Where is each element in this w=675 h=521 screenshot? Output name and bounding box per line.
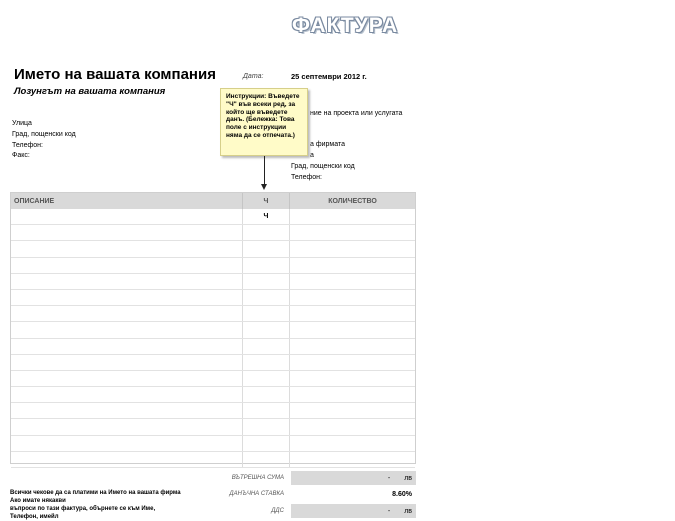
quantity-cell[interactable] [290, 387, 415, 402]
header-description: ОПИСАНИЕ [11, 193, 243, 209]
quantity-cell[interactable] [290, 419, 415, 434]
invoice-title: ФАКТУРА [292, 14, 399, 37]
quantity-cell[interactable] [290, 355, 415, 370]
arrow-down-icon [261, 184, 267, 190]
invoice-table [10, 192, 416, 464]
hours-cell[interactable] [243, 339, 290, 354]
table-row [11, 419, 415, 435]
quantity-cell[interactable] [290, 306, 415, 321]
subtotal-field[interactable] [291, 471, 416, 485]
table-row [11, 355, 415, 371]
company-slogan[interactable]: Лозунгът на вашата компания [14, 86, 166, 97]
table-body [11, 209, 415, 468]
table-row [11, 241, 415, 257]
quantity-cell[interactable] [290, 322, 415, 337]
hours-cell[interactable] [243, 436, 290, 451]
hours-cell[interactable] [243, 371, 290, 386]
subtotal-label: ВЪТРЕШНА СУМА [231, 475, 284, 481]
table-row [11, 274, 415, 290]
company-phone[interactable]: Телефон: [12, 142, 43, 149]
header-hours: Ч [243, 193, 290, 209]
table-row [11, 452, 415, 468]
tax-label: ДДС [271, 508, 284, 514]
description-cell[interactable] [11, 225, 243, 240]
description-cell[interactable] [11, 241, 243, 256]
table-row [11, 339, 415, 355]
client-project[interactable]: ние на проекта или услугата [310, 110, 403, 117]
quantity-cell[interactable] [290, 371, 415, 386]
company-name[interactable]: Името на вашата компания [14, 66, 216, 83]
table-header [11, 193, 415, 209]
hours-cell[interactable] [243, 403, 290, 418]
table-row [11, 209, 415, 225]
description-cell[interactable] [11, 436, 243, 451]
table-row [11, 322, 415, 338]
quantity-cell[interactable] [290, 290, 415, 305]
tax-rate-label: ДАНЪЧНА СТАВКА [229, 491, 284, 497]
description-cell[interactable] [11, 339, 243, 354]
description-cell[interactable] [11, 209, 243, 224]
tax-currency: лв [404, 507, 412, 515]
header-quantity: КОЛИЧЕСТВО [328, 197, 377, 205]
tax-rate-field[interactable] [291, 487, 416, 501]
hours-cell[interactable] [243, 225, 290, 240]
company-city[interactable]: Град, пощенски код [12, 131, 76, 138]
table-row [11, 306, 415, 322]
quantity-cell[interactable] [290, 436, 415, 451]
footer-payable: Всички чекове да са платими на Името на вашата фирма [10, 490, 181, 496]
table-row [11, 290, 415, 306]
description-cell[interactable] [11, 452, 243, 467]
tax-value: - [387, 507, 391, 515]
table-row [11, 225, 415, 241]
hours-cell[interactable] [243, 306, 290, 321]
date-label: Дата: [243, 73, 264, 80]
quantity-cell[interactable] [290, 209, 415, 224]
description-cell[interactable] [11, 290, 243, 305]
hours-cell[interactable] [243, 241, 290, 256]
table-row [11, 403, 415, 419]
table-row [11, 371, 415, 387]
description-cell[interactable] [11, 403, 243, 418]
hours-cell[interactable] [243, 452, 290, 467]
table-row [11, 258, 415, 274]
table-row [11, 387, 415, 403]
client-street[interactable]: а [310, 152, 314, 159]
quantity-cell[interactable] [290, 403, 415, 418]
hours-cell[interactable] [243, 419, 290, 434]
description-cell[interactable] [11, 258, 243, 273]
hours-cell[interactable] [243, 355, 290, 370]
date-value[interactable]: 25 септември 2012 г. [291, 72, 367, 81]
tax-field[interactable] [291, 504, 416, 518]
quantity-cell[interactable] [290, 241, 415, 256]
footer-contact: въпроси по тази фактура, обърнете се към Име, [10, 506, 156, 512]
description-cell[interactable] [11, 274, 243, 289]
quantity-cell[interactable] [290, 258, 415, 273]
quantity-cell[interactable] [290, 339, 415, 354]
tooltip-arrow [264, 156, 265, 184]
company-street[interactable]: Улица [12, 120, 32, 127]
subtotal-currency: лв [404, 474, 412, 482]
company-fax[interactable]: Факс: [12, 152, 30, 159]
description-cell[interactable] [11, 387, 243, 402]
description-cell[interactable] [11, 306, 243, 321]
hours-cell[interactable]: Ч [243, 209, 290, 224]
hours-cell[interactable] [243, 387, 290, 402]
footer-phone-email: Телефон, имейл [10, 514, 59, 520]
hours-cell[interactable] [243, 274, 290, 289]
hours-cell[interactable] [243, 258, 290, 273]
client-city[interactable]: Град, пощенски код [291, 163, 355, 170]
quantity-cell[interactable] [290, 274, 415, 289]
table-row [11, 436, 415, 452]
hours-cell[interactable] [243, 322, 290, 337]
quantity-cell[interactable] [290, 452, 415, 467]
hours-cell[interactable] [243, 290, 290, 305]
description-cell[interactable] [11, 322, 243, 337]
description-cell[interactable] [11, 371, 243, 386]
client-phone[interactable]: Телефон: [291, 174, 322, 181]
quantity-cell[interactable] [290, 225, 415, 240]
subtotal-value: - [387, 474, 391, 482]
footer-questions: Ако имате някакви [10, 498, 66, 504]
instruction-tooltip: Инструкции: Въведете "Ч" във всеки ред, за който ще въведете данъ. (Бележка: Това поле с инструкции няма да се отпечата.) [220, 88, 308, 156]
description-cell[interactable] [11, 355, 243, 370]
client-company[interactable]: а фирмата [310, 141, 345, 148]
description-cell[interactable] [11, 419, 243, 434]
tax-rate-value: 8.60% [392, 490, 412, 498]
